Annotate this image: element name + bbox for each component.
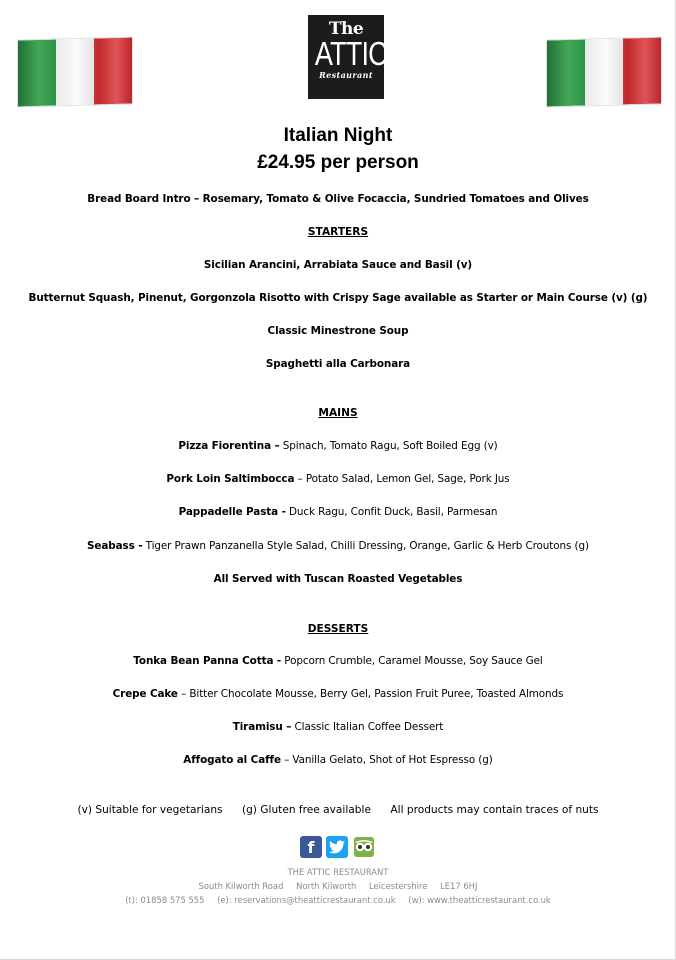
logo-line-attic: ATTIC bbox=[314, 35, 387, 72]
dish-name: Tonka Bean Panna Cotta - bbox=[133, 655, 282, 667]
gluten-note: (g) Gluten free available bbox=[241, 804, 371, 816]
dish-name: Pork Loin Saltimbocca bbox=[166, 473, 295, 485]
desserts-heading: DESSERTS bbox=[307, 623, 369, 635]
dish-desc: Duck Ragu, Confit Duck, Basil, Parmesan bbox=[285, 506, 498, 518]
dish-name: Affogato al Caffe bbox=[183, 754, 281, 766]
logo-line-the: The bbox=[328, 19, 364, 39]
italian-flag-right bbox=[547, 38, 661, 107]
dish-desc: Spinach, Tomato Ragu, Soft Boiled Egg (v) bbox=[279, 440, 498, 452]
italian-flag-left bbox=[18, 38, 132, 107]
starter-item: Spaghetti alla Carbonara bbox=[265, 358, 411, 370]
dessert-item bbox=[0, 720, 676, 734]
main-item bbox=[0, 472, 676, 486]
address-village: North Kilworth bbox=[296, 881, 357, 891]
starter-item: Sicilian Arancini, Arrabiata Sauce and Basil (v) bbox=[203, 259, 473, 271]
contact-website[interactable]: (w): www.theatticrestaurant.co.uk bbox=[408, 895, 551, 905]
twitter-bird-icon bbox=[329, 840, 345, 854]
main-item bbox=[0, 439, 676, 453]
social-links bbox=[300, 836, 376, 858]
facebook-icon[interactable]: f bbox=[300, 836, 322, 858]
starters-heading: STARTERS bbox=[307, 226, 369, 238]
dish-name: Seabass - bbox=[87, 540, 143, 552]
dessert-item bbox=[0, 654, 676, 668]
dish-desc: Popcorn Crumble, Caramel Mousse, Soy Sauce Gel bbox=[281, 655, 543, 667]
dish-name: Pappadelle Pasta - bbox=[178, 506, 286, 518]
footer-address bbox=[0, 880, 676, 892]
mains-heading: MAINS bbox=[318, 407, 358, 419]
bread-board-intro bbox=[0, 192, 676, 206]
nuts-note: All products may contain traces of nuts bbox=[390, 804, 599, 816]
contact-phone[interactable]: (t): 01858 575 555 bbox=[125, 895, 205, 905]
restaurant-logo bbox=[308, 15, 387, 99]
dish-name: Crepe Cake bbox=[112, 688, 178, 700]
dish-desc: – Vanilla Gelato, Shot of Hot Espresso (g) bbox=[280, 754, 493, 766]
contact-email[interactable]: (e): reservations@theatticrestaurant.co.uk bbox=[217, 895, 396, 905]
dietary-notes bbox=[0, 803, 676, 817]
address-road: South Kilworth Road bbox=[198, 881, 284, 891]
vegetarian-note: (v) Suitable for vegetarians bbox=[77, 804, 223, 816]
dish-desc: – Bitter Chocolate Mousse, Berry Gel, Passion Fruit Puree, Toasted Almonds bbox=[177, 688, 564, 700]
intro-desc: Rosemary, Tomato & Olive Focaccia, Sundried Tomatoes and Olives bbox=[199, 193, 589, 205]
main-item bbox=[0, 539, 676, 553]
address-county: Leicestershire bbox=[368, 881, 428, 891]
tripadvisor-owl-icon bbox=[353, 836, 375, 858]
dish-desc: – Potato Salad, Lemon Gel, Sage, Pork Jus bbox=[294, 473, 510, 485]
logo-line-restaurant: Restaurant bbox=[319, 70, 373, 80]
mains-served-with: All Served with Tuscan Roasted Vegetables bbox=[213, 573, 463, 585]
main-item bbox=[0, 505, 676, 519]
footer-contacts bbox=[0, 894, 676, 906]
dish-name: Tiramisu – bbox=[232, 721, 292, 733]
dish-name: Pizza Fiorentina – bbox=[178, 440, 280, 452]
starter-item: Butternut Squash, Pinenut, Gorgonzola Risotto with Crispy Sage available as Starter or Main Course (v) (g) bbox=[28, 292, 648, 304]
intro-name: Bread Board Intro – bbox=[87, 193, 200, 205]
menu-price: £24.95 per person bbox=[257, 152, 419, 173]
dessert-item bbox=[0, 753, 676, 767]
dessert-item bbox=[0, 687, 676, 701]
starter-item: Classic Minestrone Soup bbox=[267, 325, 409, 337]
address-postcode: LE17 6HJ bbox=[440, 881, 478, 891]
tripadvisor-icon[interactable] bbox=[352, 836, 376, 858]
dish-desc: Tiger Prawn Panzanella Style Salad, Chilli Dressing, Orange, Garlic & Herb Croutons (g) bbox=[142, 540, 589, 552]
footer-name: THE ATTIC RESTAURANT bbox=[287, 867, 389, 877]
menu-title: Italian Night bbox=[283, 125, 393, 146]
dish-desc: Classic Italian Coffee Dessert bbox=[291, 721, 444, 733]
twitter-icon[interactable] bbox=[326, 836, 348, 858]
